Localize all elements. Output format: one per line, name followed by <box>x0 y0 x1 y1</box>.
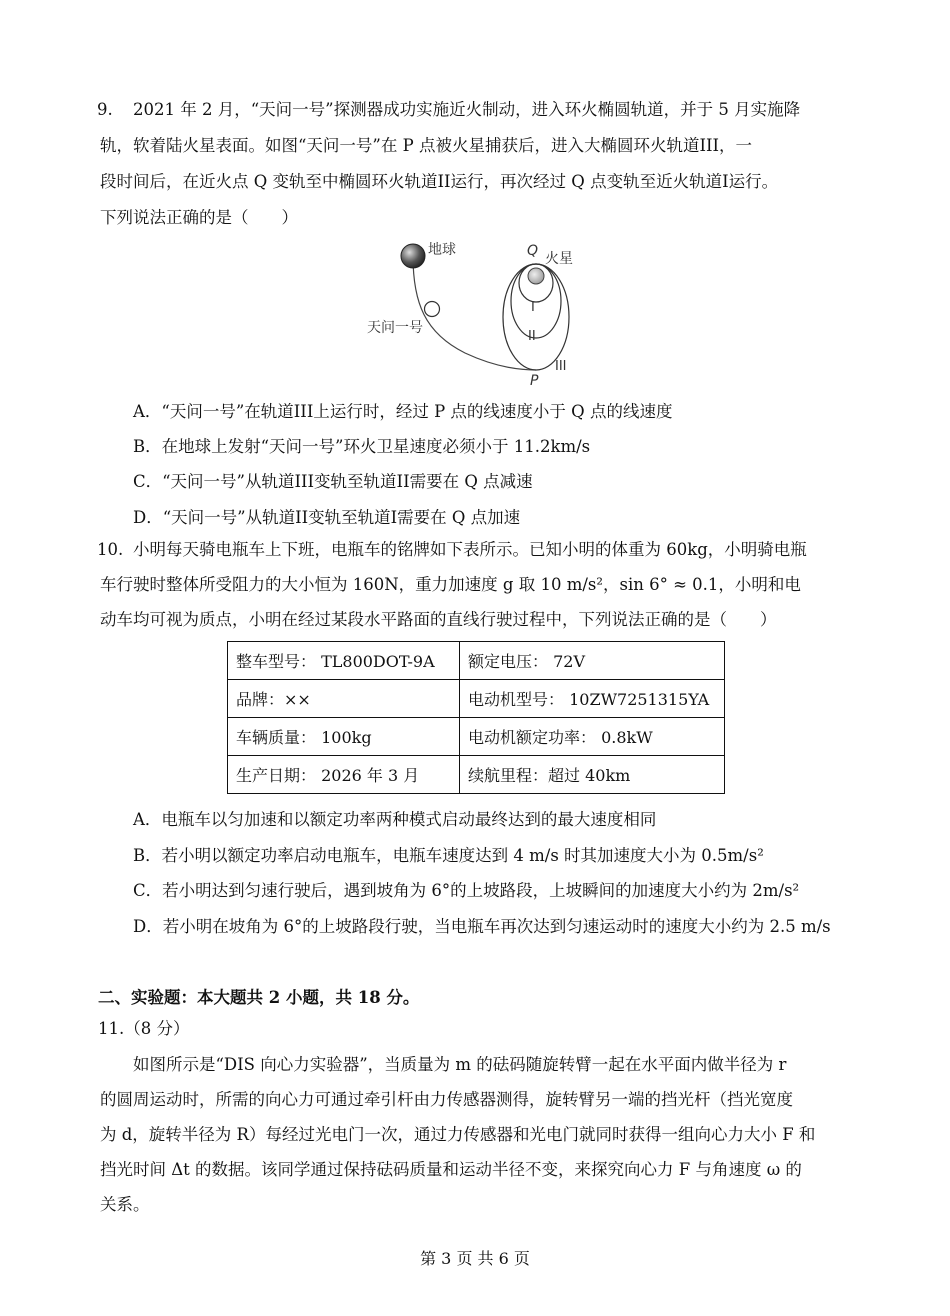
option-a: A．“天问一号”在轨道III上运行时，经过 P 点的线速度小于 Q 点的线速度 <box>133 402 673 421</box>
question-header: 11.（8 分） <box>98 1019 190 1038</box>
option-c: C．若小明达到匀速行驶后，遇到坡角为 6°的上坡路段，上坡瞬间的加速度大小约为 2m/s² <box>133 881 800 900</box>
table-cell: 整车型号： TL800DOT-9A <box>228 642 460 680</box>
table-row <box>228 642 725 680</box>
probe-label: 天问一号 <box>367 320 423 336</box>
nameplate-table <box>227 641 725 794</box>
table-cell: 续航里程：超过 40km <box>460 756 725 794</box>
option-b: B．在地球上发射“天问一号”环火卫星速度必须小于 11.2km/s <box>133 437 591 456</box>
orbit-3-label: III <box>555 359 567 374</box>
question-number: 9. <box>97 100 113 119</box>
question-text-line: 段时间后，在近火点 Q 变轨至中椭圆环火轨道II运行，再次经过 Q 点变轨至近火轨道I运行。 <box>100 172 779 191</box>
earth-icon <box>401 244 425 268</box>
option-d: D．“天问一号”从轨道II变轨至轨道I需要在 Q 点加速 <box>133 508 521 527</box>
question-text-line: 的圆周运动时，所需的向心力可通过牵引杆由力传感器测得，旋转臂另一端的挡光杆（挡光宽度 <box>100 1090 793 1109</box>
table-cell: 生产日期： 2026 年 3 月 <box>228 756 460 794</box>
earth-label: 地球 <box>428 242 456 258</box>
table-cell: 电动机额定功率： 0.8kW <box>460 718 725 756</box>
option-a: A．电瓶车以匀加速和以额定功率两种模式启动最终达到的最大速度相同 <box>133 810 657 829</box>
question-text-line: 轨，软着陆火星表面。如图“天问一号”在 P 点被火星捕获后，进入大椭圆环火轨道III，一 <box>100 136 753 155</box>
section-heading: 二、实验题：本大题共 2 小题，共 18 分。 <box>98 988 420 1007</box>
mars-label: 火星 <box>545 251 573 267</box>
table-row <box>228 680 725 718</box>
orbit-diagram <box>355 233 585 393</box>
orbit-1-label: I <box>531 300 535 315</box>
question-text-line: 下列说法正确的是（ ） <box>100 208 298 227</box>
option-b: B．若小明以额定功率启动电瓶车，电瓶车速度达到 4 m/s 时其加速度大小为 0.5m/s² <box>133 846 764 865</box>
question-text-line: 如图所示是“DIS 向心力实验器”，当质量为 m 的砝码随旋转臂一起在水平面内做半径为 r <box>133 1055 787 1074</box>
question-text-line: 动车均可视为质点，小明在经过某段水平路面的直线行驶过程中，下列说法正确的是（ ） <box>100 610 777 629</box>
question-text-line: 关系。 <box>100 1195 150 1214</box>
table-cell: 品牌：×× <box>228 680 460 718</box>
table-row <box>228 756 725 794</box>
option-c: C．“天问一号”从轨道III变轨至轨道II需要在 Q 点减速 <box>133 472 533 491</box>
probe-icon <box>425 302 440 317</box>
question-text-line: 2021 年 2 月，“天问一号”探测器成功实施近火制动，进入环火椭圆轨道，并于 5 月实施降 <box>133 100 801 119</box>
question-text-line: 为 d，旋转半径为 R）每经过光电门一次，通过力传感器和光电门就同时获得一组向心力大小 F 和 <box>100 1125 816 1144</box>
question-number: 10. <box>97 540 124 559</box>
table-cell: 车辆质量： 100kg <box>228 718 460 756</box>
option-d: D．若小明在坡角为 6°的上坡路段行驶，当电瓶车再次达到匀速运动时的速度大小约为 2.5 m/s <box>133 917 831 936</box>
table-cell: 电动机型号： 10ZW7251315YA <box>460 680 725 718</box>
question-text-line: 挡光时间 Δt 的数据。该同学通过保持砝码质量和运动半径不变，来探究向心力 F 与角速度 ω 的 <box>100 1160 802 1179</box>
table-row <box>228 718 725 756</box>
orbit-2-label: II <box>528 329 536 344</box>
point-q-label: Q <box>527 243 539 259</box>
page-number: 第 3 页 共 6 页 <box>420 1249 530 1268</box>
mars-icon <box>528 268 544 284</box>
question-text-line: 车行驶时整体所受阻力的大小恒为 160N，重力加速度 g 取 10 m/s²，sin 6° ≈ 0.1，小明和电 <box>100 575 801 594</box>
point-p-label: P <box>530 373 539 389</box>
table-cell: 额定电压： 72V <box>460 642 725 680</box>
question-text-line: 小明每天骑电瓶车上下班，电瓶车的铭牌如下表所示。已知小明的体重为 60kg，小明骑电瓶 <box>133 540 807 559</box>
